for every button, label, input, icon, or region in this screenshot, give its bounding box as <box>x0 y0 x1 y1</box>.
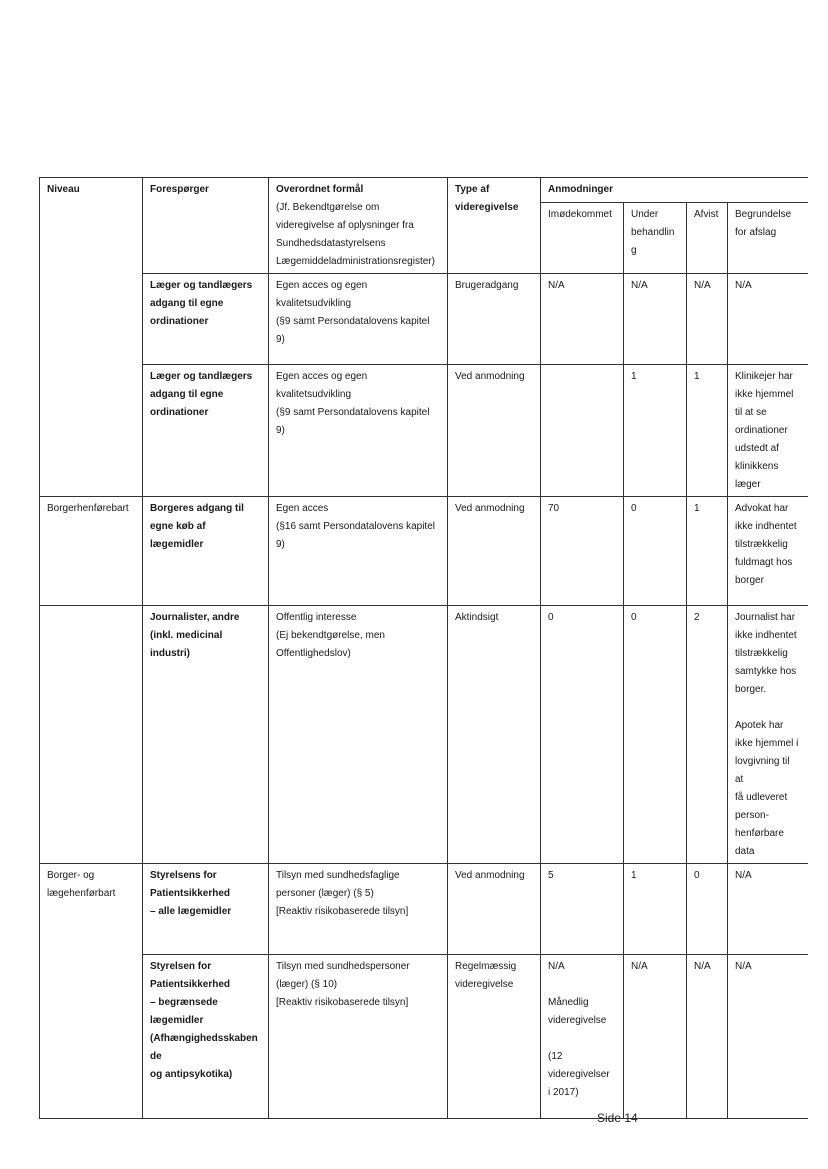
begrundelse-line: lovgivning til at <box>735 756 790 785</box>
formal-line: (§16 samt Persondatalovens kapitel <box>276 521 435 532</box>
table-row <box>40 606 808 864</box>
formal-cell <box>269 606 448 864</box>
formal-line: kvalitetsudvikling <box>276 298 352 309</box>
foresporger-cell <box>143 864 269 955</box>
begrundelse-line: person- <box>735 810 769 821</box>
begrundelse-line: tilstrækkelig <box>735 539 788 550</box>
imodekommet-line: (12 <box>548 1051 563 1062</box>
header-under <box>624 203 687 274</box>
begrundelse-cell <box>728 365 808 497</box>
table-row <box>40 955 808 1119</box>
header-under-line-2: behandling <box>631 227 675 257</box>
begrundelse-line: få udleveret <box>735 792 788 803</box>
foresporger-line: industri) <box>150 648 190 659</box>
formal-line: (§9 samt Persondatalovens kapitel <box>276 407 430 418</box>
header-begrundelse-line-2: for afslag <box>735 227 777 239</box>
type-cell <box>448 955 541 1119</box>
foresporger-line: egne køb af lægemidler <box>150 521 206 550</box>
foresporger-cell <box>143 365 269 497</box>
under-cell: N/A <box>624 274 687 365</box>
imodekommet-line: videregivelse <box>548 1015 607 1026</box>
header-formal-title: Overordnet formål <box>276 184 364 195</box>
type-line: Regelmæssig <box>455 961 517 972</box>
foresporger-cell <box>143 497 269 606</box>
begrundelse-line: samtykke hos <box>735 666 797 677</box>
table-row <box>40 864 808 955</box>
begrundelse-line: henførbare <box>735 828 784 839</box>
header-formal-note-2: videregivelse af oplysninger fra <box>276 220 414 231</box>
begrundelse-cell: N/A <box>728 274 808 365</box>
begrundelse-line: ikke hjemmel <box>735 389 794 400</box>
imodekommet-cell: 0 <box>541 606 624 864</box>
afvist-cell: 2 <box>687 606 728 864</box>
table-row <box>40 365 808 497</box>
formal-cell <box>269 864 448 955</box>
type-line: videregivelse <box>455 979 514 990</box>
header-niveau: Niveau <box>40 178 143 274</box>
under-cell: 0 <box>624 497 687 606</box>
header-afvist: Afvist <box>687 203 728 274</box>
foresporger-line: – alle lægemidler <box>150 906 232 917</box>
formal-line: (§9 samt Persondatalovens kapitel <box>276 316 430 327</box>
header-formal-note-1: (Jf. Bekendtgørelse om <box>276 202 380 213</box>
imodekommet-cell: N/A <box>541 274 624 365</box>
formal-line: Offentlighedslov) <box>276 648 351 659</box>
niveau-line: Borger- og <box>47 870 95 881</box>
header-foresporger: Forespørger <box>143 178 269 274</box>
type-cell: Aktindsigt <box>448 606 541 864</box>
begrundelse-line: Apotek har <box>735 720 784 731</box>
formal-line: kvalitetsudvikling <box>276 389 352 400</box>
foresporger-line: Patientsikkerhed <box>150 888 231 899</box>
requests-table <box>39 177 808 1119</box>
foresporger-line: ordinationer <box>150 316 209 327</box>
formal-cell <box>269 365 448 497</box>
afvist-cell: 0 <box>687 864 728 955</box>
formal-line: (Ej bekendtgørelse, men <box>276 630 385 641</box>
header-type <box>448 178 541 274</box>
begrundelse-line: ordinationer <box>735 425 788 436</box>
begrundelse-cell: N/A <box>728 955 808 1119</box>
niveau-cell <box>40 955 143 1119</box>
begrundelse-line: Klinikejer har <box>735 371 793 382</box>
formal-line: Egen acces og egen <box>276 280 368 291</box>
foresporger-line: Styrelsen for <box>150 961 212 972</box>
afvist-cell: 1 <box>687 497 728 606</box>
formal-line: personer (læger) (§ 5) <box>276 888 374 899</box>
foresporger-line: adgang til egne <box>150 389 224 400</box>
begrundelse-line: til at se <box>735 407 767 418</box>
begrundelse-cell <box>728 606 808 864</box>
foresporger-line: Patientsikkerhed <box>150 979 231 990</box>
type-cell: Ved anmodning <box>448 497 541 606</box>
formal-line: Offentlig interesse <box>276 612 357 623</box>
imodekommet-cell: 70 <box>541 497 624 606</box>
table-row <box>40 274 808 365</box>
begrundelse-line: ikke indhentet <box>735 630 797 641</box>
begrundelse-cell <box>728 497 808 606</box>
type-cell: Brugeradgang <box>448 274 541 365</box>
imodekommet-cell <box>541 955 624 1119</box>
formal-line: Tilsyn med sundhedspersoner <box>276 961 410 972</box>
header-anmodninger: Anmodninger <box>541 178 808 203</box>
begrundelse-line: ikke hjemmel i <box>735 738 799 749</box>
under-cell: N/A <box>624 955 687 1119</box>
afvist-cell: N/A <box>687 955 728 1119</box>
formal-line: [Reaktiv risikobaserede tilsyn] <box>276 997 409 1008</box>
page-number: Side 14 <box>597 1111 638 1125</box>
table-row <box>40 497 808 606</box>
foresporger-line: adgang til egne <box>150 298 224 309</box>
niveau-line: lægehenførbart <box>47 888 116 899</box>
begrundelse-line: Advokat har <box>735 503 789 514</box>
formal-line: 9) <box>276 334 285 345</box>
niveau-cell <box>40 864 143 955</box>
foresporger-cell <box>143 274 269 365</box>
paragraph-gap <box>548 976 616 994</box>
imodekommet-cell <box>541 365 624 497</box>
header-formal-note-3: Sundhedsdatastyrelsens <box>276 238 386 249</box>
formal-cell <box>269 497 448 606</box>
begrundelse-line: ikke indhentet <box>735 521 797 532</box>
header-under-line-1: Under <box>631 209 659 221</box>
foresporger-cell <box>143 606 269 864</box>
foresporger-line: – begrænsede <box>150 997 218 1008</box>
foresporger-line: (Afhængighedsskabende <box>150 1033 258 1062</box>
imodekommet-line: Månedlig <box>548 997 589 1008</box>
header-type-line-2: videregivelse <box>455 202 519 213</box>
formal-line: Tilsyn med sundhedsfaglige <box>276 870 400 881</box>
niveau-cell: Borgerhenførebart <box>40 497 143 606</box>
foresporger-cell <box>143 955 269 1119</box>
foresporger-line: (inkl. medicinal <box>150 630 223 641</box>
header-formal <box>269 178 448 274</box>
formal-line: 9) <box>276 539 285 550</box>
begrundelse-line: data <box>735 846 755 857</box>
imodekommet-line: N/A <box>548 961 565 972</box>
type-cell: Ved anmodning <box>448 864 541 955</box>
foresporger-line: lægemidler <box>150 1015 204 1026</box>
foresporger-line: Styrelsens for <box>150 870 217 881</box>
formal-line: [Reaktiv risikobaserede tilsyn] <box>276 906 409 917</box>
foresporger-line: Journalister, andre <box>150 612 240 623</box>
begrundelse-line: klinikkens <box>735 461 779 472</box>
formal-line: (læger) (§ 10) <box>276 979 338 990</box>
foresporger-line: Læger og tandlægers <box>150 371 253 382</box>
begrundelse-line: borger. <box>735 684 767 695</box>
imodekommet-cell: 5 <box>541 864 624 955</box>
formal-cell <box>269 955 448 1119</box>
niveau-cell <box>40 365 143 497</box>
begrundelse-line: læger <box>735 479 761 490</box>
begrundelse-line: borger <box>735 575 764 586</box>
begrundelse-line: Journalist har <box>735 612 796 623</box>
paragraph-gap <box>735 699 801 717</box>
under-cell: 1 <box>624 365 687 497</box>
foresporger-line: Borgeres adgang til <box>150 503 244 514</box>
begrundelse-line: tilstrækkelig <box>735 648 788 659</box>
header-row <box>40 178 808 203</box>
formal-line: 9) <box>276 425 285 436</box>
header-imodekommet: Imødekommet <box>541 203 624 274</box>
under-cell: 0 <box>624 606 687 864</box>
header-begrundelse-line-1: Begrundelse <box>735 209 792 221</box>
foresporger-line: og antipsykotika) <box>150 1069 233 1080</box>
imodekommet-line: i 2017) <box>548 1087 579 1098</box>
header-type-line-1: Type af <box>455 184 490 195</box>
formal-line: Egen acces og egen <box>276 371 368 382</box>
paragraph-gap <box>548 1030 616 1048</box>
formal-line: Egen acces <box>276 503 329 514</box>
foresporger-line: Læger og tandlægers <box>150 280 253 291</box>
niveau-cell <box>40 606 143 864</box>
niveau-cell <box>40 274 143 365</box>
under-cell: 1 <box>624 864 687 955</box>
imodekommet-line: videregivelser <box>548 1069 610 1080</box>
begrundelse-cell: N/A <box>728 864 808 955</box>
header-formal-note-4: Lægemiddeladministrationsregister) <box>276 256 435 267</box>
header-begrundelse <box>728 203 808 274</box>
formal-cell <box>269 274 448 365</box>
begrundelse-line: udstedt af <box>735 443 779 454</box>
begrundelse-line: fuldmagt hos <box>735 557 793 568</box>
afvist-cell: N/A <box>687 274 728 365</box>
type-cell: Ved anmodning <box>448 365 541 497</box>
foresporger-line: ordinationer <box>150 407 209 418</box>
afvist-cell: 1 <box>687 365 728 497</box>
